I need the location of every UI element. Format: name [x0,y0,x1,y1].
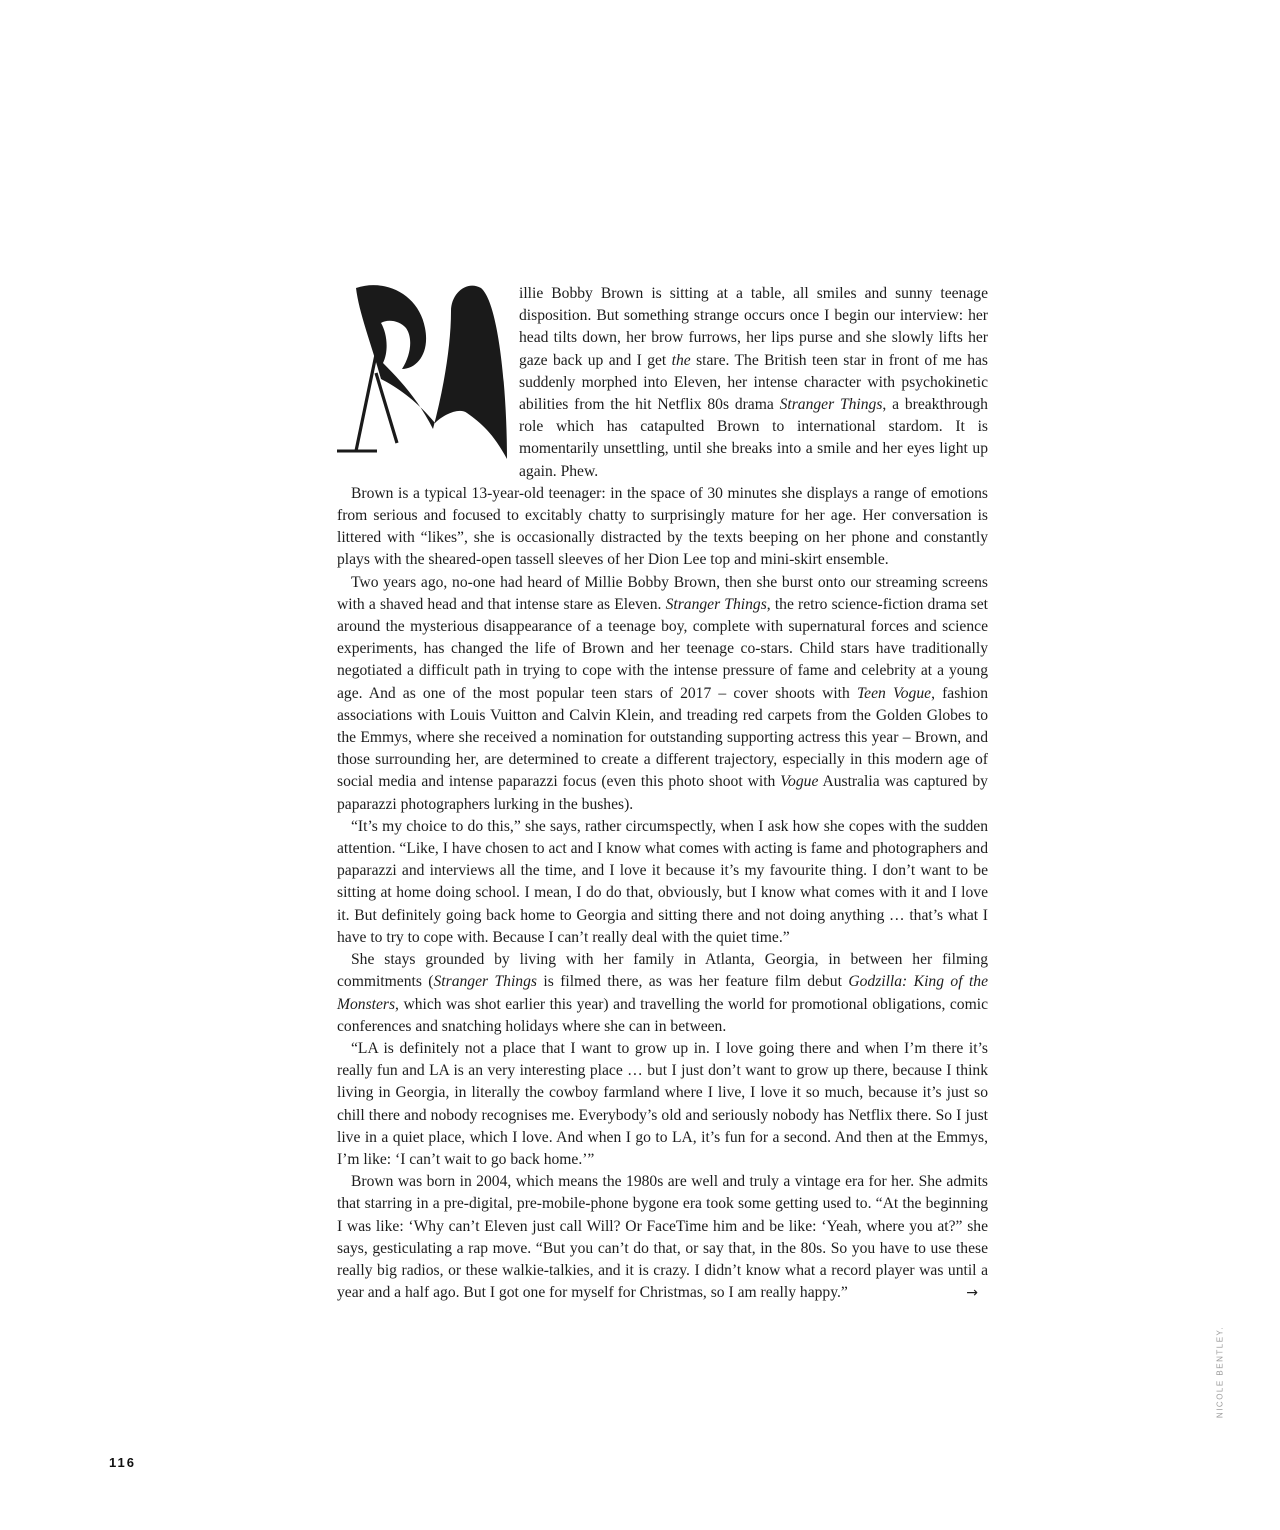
drop-cap-m-icon [331,283,507,459]
paragraph-2: Brown is a typical 13-year-old teenager: in the space of 30 minutes she displays a range of emotions from serious and focused to excitably chatty to surprisingly mature for her age. Her conversation is littered with “likes”, she is occasionally distracted by the texts beeping on her phone and constantly plays with the sheared-open tassell sleeves of her Dion Lee top and mini-skirt ensemble. [337,484,988,569]
paragraph-3: Two years ago, no-one had heard of Millie Bobby Brown, then she burst onto our streaming screens with a shaved head and that intense stare as Eleven. Stranger Things, the retro science-fiction drama set around the mysterious disappearance of a teenage boy, complete with supernatural forces and science experiments, has changed the life of Brown and her teenage co-stars. Child stars have traditionally negotiated a difficult path in trying to cope with the intense pressure of fame and celebrity at a young age. And as one of the most popular teen stars of 2017 – cover shoots with Teen Vogue, fashion associations with Louis Vuitton and Calvin Klein, and treading red carpets from the Golden Globes to the Emmys, where she received a nomination for outstanding supporting actress this year – Brown, and those surrounding her, are determined to create a different trajectory, especially in this modern age of social media and intense paparazzi focus (even this photo shoot with Vogue Australia was captured by paparazzi photographers lurking in the bushes). [337,573,989,813]
continue-arrow-icon: → [966,1285,978,1302]
page-number: 116 [109,1455,136,1470]
paragraph-4: “It’s my choice to do this,” she says, rather circumspectly, when I ask how she copes with the sudden attention. “Like, I have chosen to act and I know what comes with acting is fame and photographers and paparazzi and interviews all the time, and I love it because it’s my favourite thing. I don’t want to be sitting at home doing school. I mean, I do do that, obviously, but I know what comes with it and I love it. But definitely going back home to Georgia and sitting there and not doing anything … that’s what I have to try to cope with. Because I can’t really deal with the quiet time.” [337,817,988,946]
article-body [337,283,988,1304]
paragraph-6: “LA is definitely not a place that I want to grow up in. I love going there and when I’m there it’s really fun and LA is an very interesting place … but I just don’t want to grow up there, because I think living in Georgia, in literally the cowboy farmland where I live, I love it so much, because it’s just so chill there and nobody recognises me. Everybody’s old and seriously nobody has Netflix there. So I just live in a quiet place, which I love. And when I go to LA, it’s fun for a second. And then at the Emmys, I’m like: ‘I can’t wait to go back home.’” [337,1039,988,1168]
photo-credit-text: NICOLE BENTLEY. [1215,1325,1225,1419]
paragraph-5: She stays grounded by living with her family in Atlanta, Georgia, in between her filming commitments (Stranger Things is filmed there, as was her feature film debut Godzilla: King of the Monsters, which was shot earlier this year) and travelling the world for promotional obligations, comic conferences and snatching holidays where she can in between. [337,951,989,1035]
paragraph-1: illie Bobby Brown is sitting at a table, all smiles and sunny teenage disposition. But something strange occurs once I begin our interview: her head tilts down, her brow furrows, her lips purse and she slowly lifts her gaze back up and I get the stare. The British teen star in front of me has suddenly morphed into Eleven, her intense character with psychokinetic abilities from the hit Netflix 80s drama Stranger Things, a breakthrough role which has catapulted Brown to international stardom. It is momentarily unsettling, until she breaks into a smile and her eyes light up again. Phew. [519,285,988,480]
drop-cap-m [331,283,507,459]
paragraph-7: Brown was born in 2004, which means the 1980s are well and truly a vintage era for her. She admits that starring in a pre-digital, pre-mobile-phone bygone era took some getting used to. “At the beginning I was like: ‘Why can’t Eleven just call Will? Or FaceTime him and be like: ‘Yeah, where you at?” she says, gesticulating a rap move. “But you can’t do that, or say that, in the 80s. So you have to use these really big radios, or these walkie-talkies, and it is crazy. I didn’t know what a record player was until a year and a half ago. But I got one for myself for Christmas, so I am really happy.” → [337,1171,988,1304]
